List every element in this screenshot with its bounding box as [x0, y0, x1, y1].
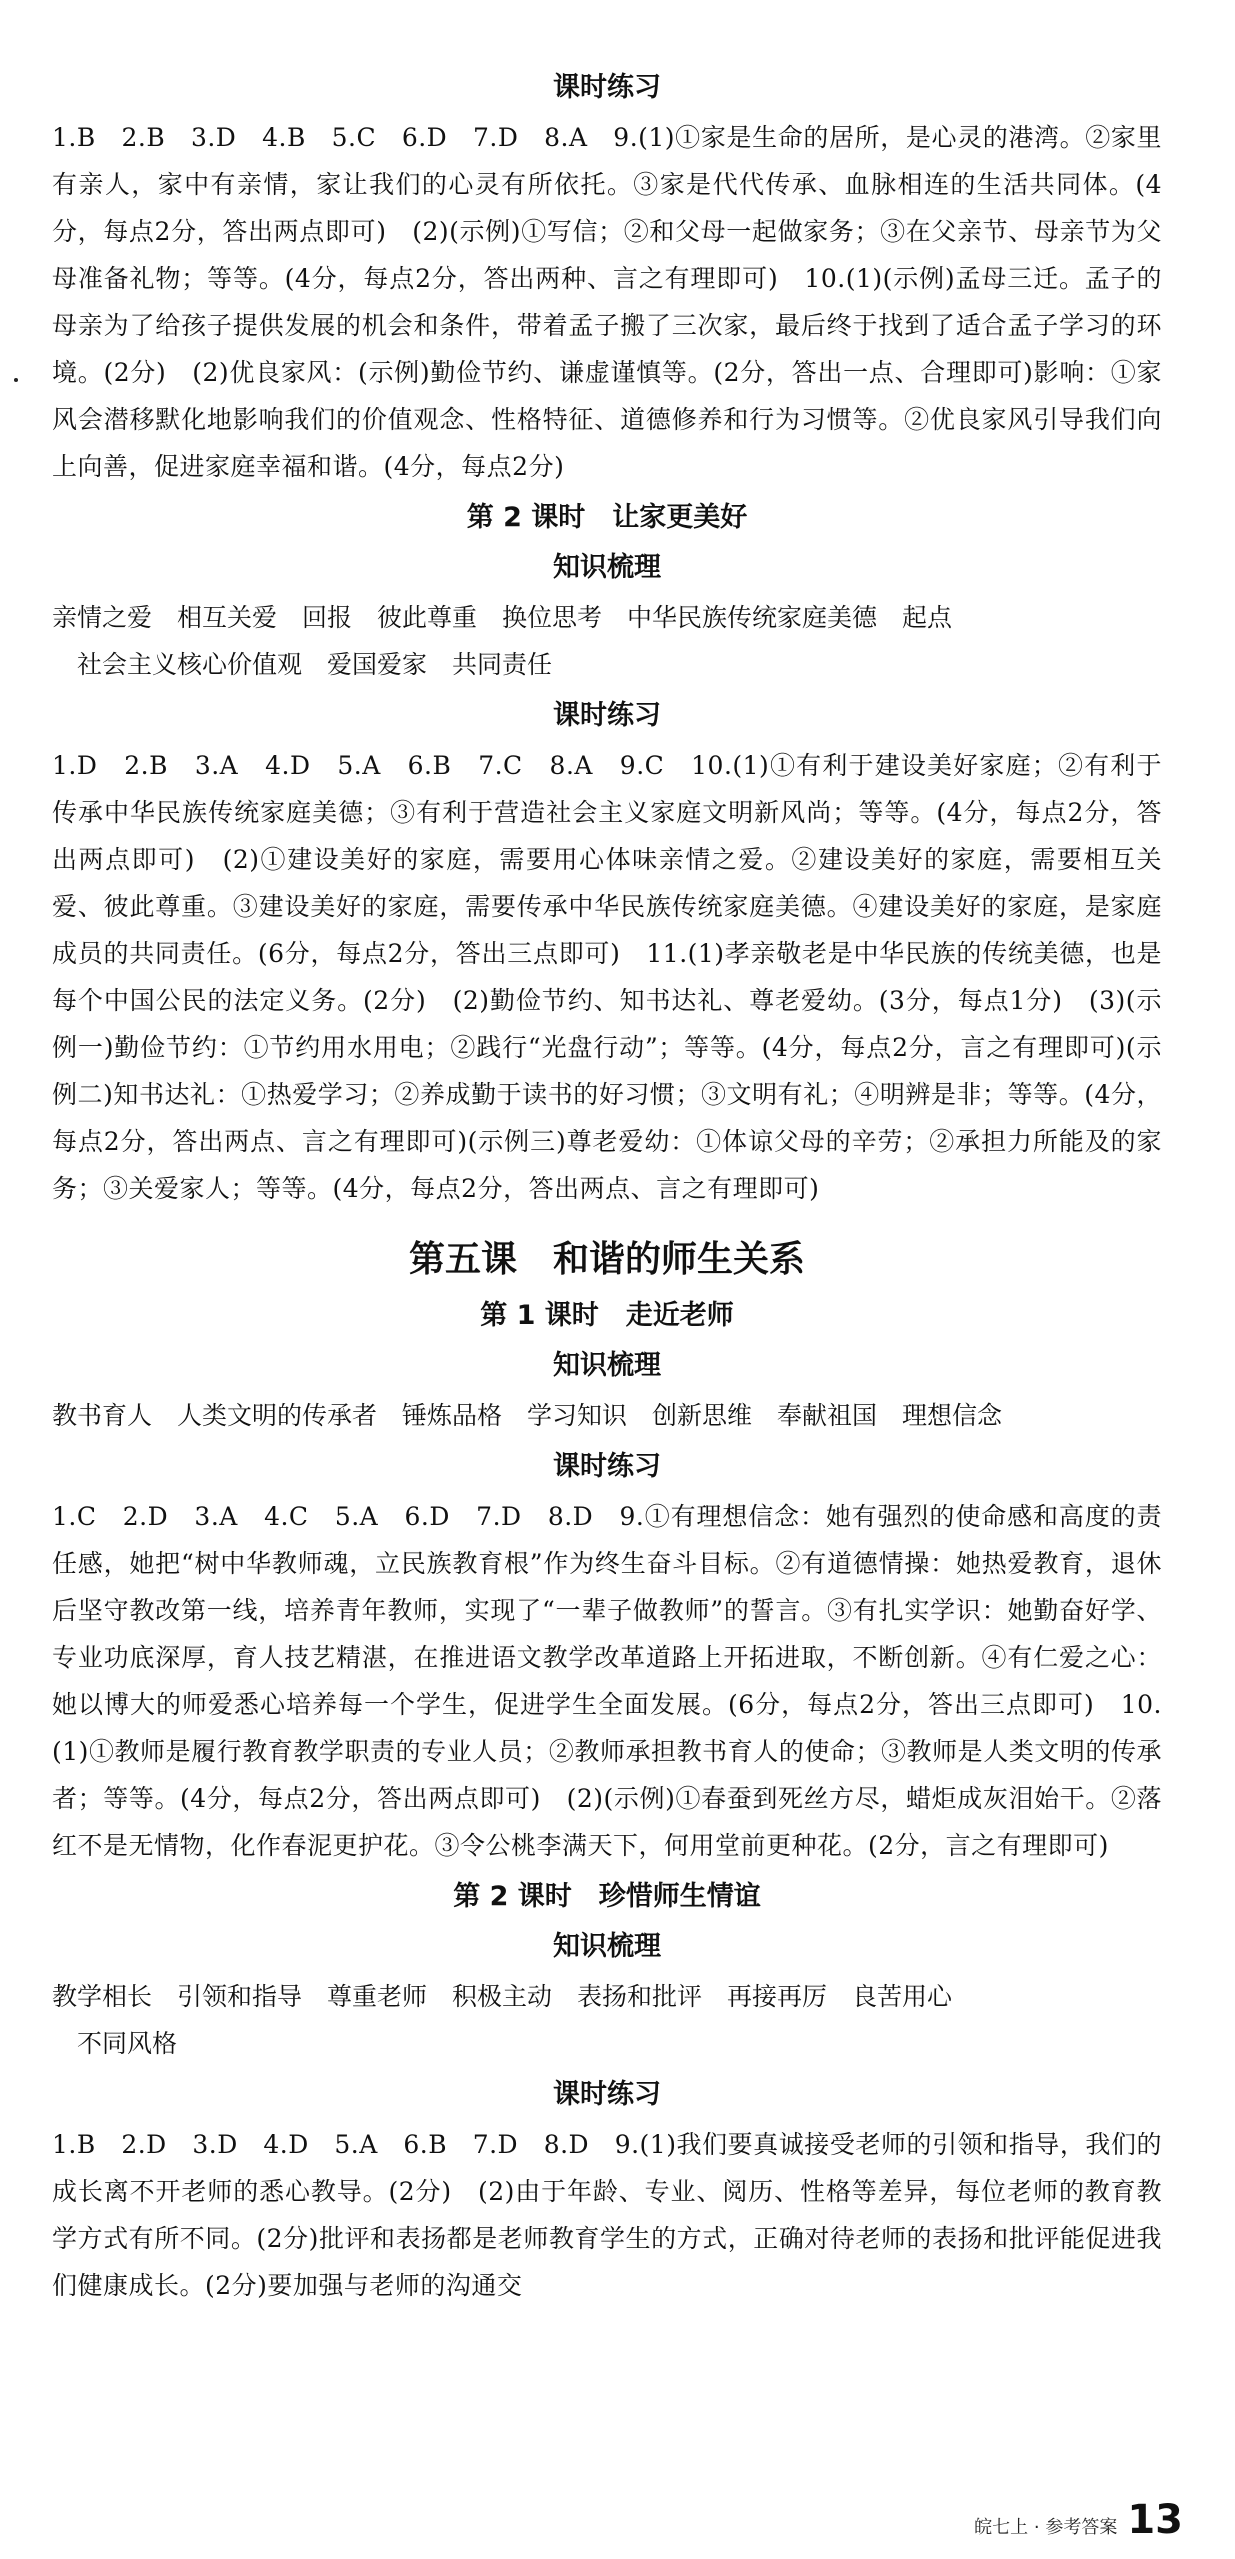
knowledge-points: 社会主义核心价值观 爱国爱家 共同责任	[52, 650, 553, 679]
knowledge-points: 教书育人 人类文明的传承者 锤炼品格 学习知识 创新思维 奉献祖国 理想信念	[52, 1401, 1003, 1430]
page-number: 13	[1127, 2497, 1183, 2543]
page-footer	[974, 2497, 1183, 2543]
section-heading: 课时练习	[553, 72, 661, 103]
section-heading: 知识梳理	[553, 1931, 661, 1962]
answer-paragraph: 1.B 2.B 3.D 4.B 5.C 6.D 7.D 8.A 9.(1)①家是生命的居所，是心灵的港湾。②家里有亲人，家中有亲情，家让我们的心灵有所依托。③家是代代传承、血脉相连的生活共同体。(4分，每点2分，答出两点即可) (2)(示例)①写信；②和父母一起做家务；③在父亲节、母亲节为父母准备礼物；等等。(4分，每点2分，答出两种、言之有理即可) 10.(1)(示例)孟母三迁。孟子的母亲为了给孩子提供发展的机会和条件，带着孟子搬了三次家，最后终于找到了适合孟子学习的环境。(2分) (2)优良家风：(示例)勤俭节约、谦虚谨慎等。(2分，答出一点、合理即可)影响：①家风会潜移默化地影响我们的价值观念、性格特征、道德修养和行为习惯等。②优良家风引导我们向上向善，促进家庭幸福和谐。(4分，每点2分)	[52, 123, 1162, 481]
section-heading: 第 2 课时 珍惜师生情谊	[453, 1881, 761, 1912]
section-heading: 课时练习	[553, 2079, 661, 2110]
knowledge-points: 教学相长 引领和指导 尊重老师 积极主动 表扬和批评 再接再厉 良苦用心	[52, 1982, 953, 2011]
section-heading: 知识梳理	[553, 1350, 661, 1381]
knowledge-points: 亲情之爱 相互关爱 回报 彼此尊重 换位思考 中华民族传统家庭美德 起点	[52, 603, 953, 632]
section-heading: 第 2 课时 让家更美好	[466, 502, 748, 533]
answer-paragraph: 1.D 2.B 3.A 4.D 5.A 6.B 7.C 8.A 9.C 10.(1)①有利于建设美好家庭；②有利于传承中华民族传统家庭美德；③有利于营造社会主义家庭文明新风尚；等等。(4分，每点2分，答出两点即可) (2)①建设美好的家庭，需要用心体味亲情之爱。②建设美好的家庭，需要相互关爱、彼此尊重。③建设美好的家庭，需要传承中华民族传统家庭美德。④建设美好的家庭，是家庭成员的共同责任。(6分，每点2分，答出三点即可) 11.(1)孝亲敬老是中华民族的传统美德，也是每个中国公民的法定义务。(2分) (2)勤俭节约、知书达礼、尊老爱幼。(3分，每点1分) (3)(示例一)勤俭节约：①节约用水用电；②践行“光盘行动”；等等。(4分，每点2分，言之有理即可)(示例二)知书达礼：①热爱学习；②养成勤于读书的好习惯；③文明有礼；④明辨是非；等等。(4分，每点2分，答出两点、言之有理即可)(示例三)尊老爱幼：①体谅父母的辛劳；②承担力所能及的家务；③关爱家人；等等。(4分，每点2分，答出两点、言之有理即可)	[52, 751, 1162, 1203]
answer-paragraph: 1.B 2.D 3.D 4.D 5.A 6.B 7.D 8.D 9.(1)我们要真诚接受老师的引领和指导，我们的成长离不开老师的悉心教导。(2分) (2)由于年龄、专业、阅历、性格等差异，每位老师的教育教学方式有所不同。(2分)批评和表扬都是老师教育学生的方式，正确对待老师的表扬和批评能促进我们健康成长。(2分)要加强与老师的沟通交	[52, 2130, 1162, 2300]
footer-label: 皖七上 · 参考答案	[974, 2517, 1118, 2538]
knowledge-points: 不同风格	[52, 2029, 178, 2058]
section-heading: 知识梳理	[553, 552, 661, 583]
section-heading: 课时练习	[553, 700, 661, 731]
answer-paragraph: 1.C 2.D 3.A 4.C 5.A 6.D 7.D 8.D 9.①有理想信念：她有强烈的使命感和高度的责任感，她把“树中华教师魂，立民族教育根”作为终生奋斗目标。②有道德情操：她热爱教育，退休后坚守教改第一线，培养青年教师，实现了“一辈子做教师”的誓言。③有扎实学识：她勤奋好学、专业功底深厚，育人技艺精湛，在推进语文教学改革道路上开拓进取，不断创新。④有仁爱之心：她以博大的师爱悉心培养每一个学生，促进学生全面发展。(6分，每点2分，答出三点即可) 10.(1)①教师是履行教育教学职责的专业人员；②教师承担教书育人的使命；③教师是人类文明的传承者；等等。(4分，每点2分，答出两点即可) (2)(示例)①春蚕到死丝方尽，蜡炬成灰泪始干。②落红不是无情物，化作春泥更护花。③令公桃李满天下，何用堂前更种花。(2分，言之有理即可)	[52, 1502, 1162, 1860]
lesson-title: 第五课 和谐的师生关系	[408, 1239, 805, 1280]
stray-mark	[14, 378, 18, 382]
section-heading: 课时练习	[553, 1451, 661, 1482]
section-heading: 第 1 课时 走近老师	[480, 1300, 734, 1331]
answer-key-page	[52, 60, 1162, 2309]
